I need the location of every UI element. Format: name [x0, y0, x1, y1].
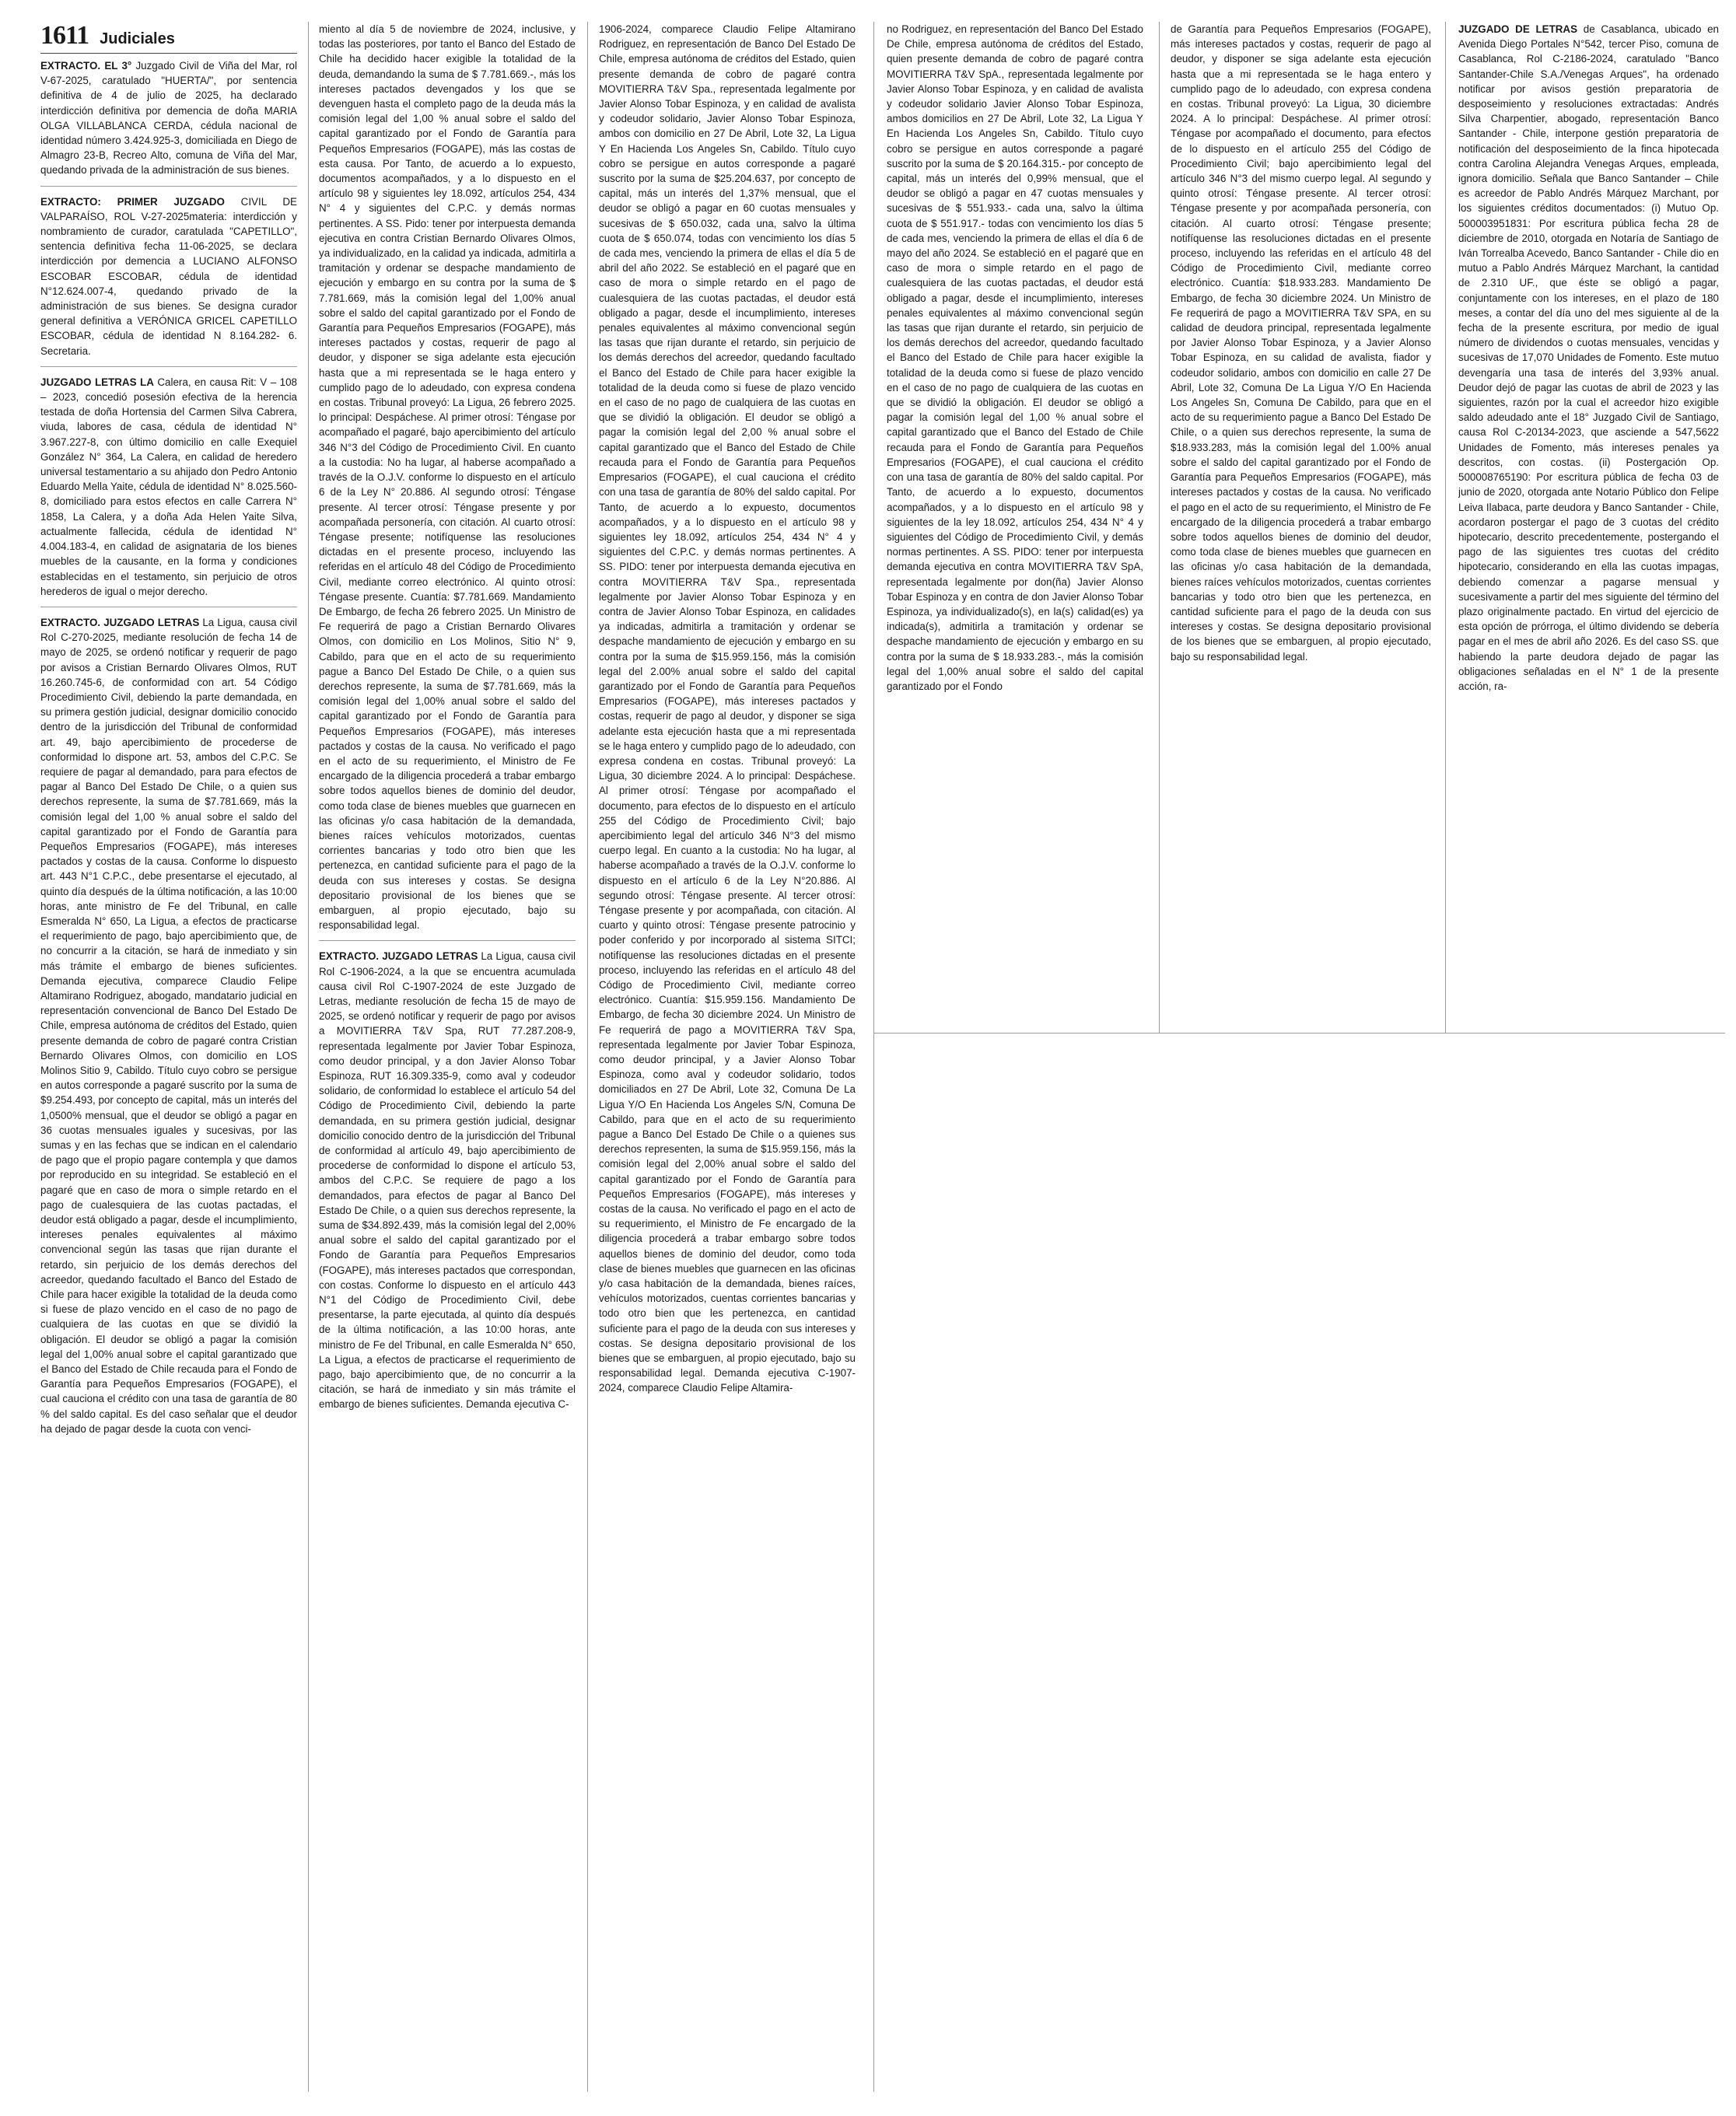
- column-4: [887, 22, 1143, 694]
- notice-body: La Ligua, causa civil Rol C-1906-2024, a la que se encuentra acumulada causa civil Rol C-1907-2024 de este Juzgado de Letras, mediante resolución de fecha 15 de mayo de 2025, se ordenó notificar y requerir de pago por avisos a MOVITIERRA T&V Spa, RUT 77.287.208-9, representada legalmente por Javier Tobar Espinoza, como deudor principal, y a don Javier Alonso Tobar Espinoza, RUT 16.309.335-9, como aval y codeudor solidario, de conformidad lo establece el artículo 54 del Código de Procedimiento Civil, debiendo la parte demandada, en su primera gestión judicial, designar domicilio conocido dentro de la jurisdicción del Tribunal de conformidad al artículo 49, bajo apercibimiento de procederse de conformidad lo dispone el artículo 53, ambos del C.P.C. Se requiere de pago a los demandados, para efectos de pagar al Banco Del Estado De Chile, o a quien sus derechos represente, la suma de $34.892.439, más la comisión legal del 2,00% anual sobre el saldo del capital garantizado por el Fondo de Garantía para Pequeños Empresarios (FOGAPE), más intereses pactados que correspondan, con costas. Conforme lo dispuesto en el artículo 443 N°1 del Código de Procedimiento Civil, debe presentarse, la parte ejecutada, al quinto día después de la última notificación, a las 10:00 horas, ante ministro de Fe del Tribunal, en calle Esmeralda N° 650, La Ligua, a efectos de practicarse el requerimiento de pago, bajo apercibimiento que, de no concurrir a la citación, se hará de inmediato y sin más trámite el embargo de bienes suficientes. Demanda ejecutiva C-: [319, 950, 576, 1411]
- notice-body: de Casablanca, ubicado en Avenida Diego Portales N°542, tercer Piso, comuna de Casablanca, Rol C-2186-2024, caratulado "Banco Santander-Chile S.A./Venegas Arques", ha ordenado notificar por avisos gestión preparatoria de desposeimiento y resoluciones extractadas: Andrés Silva Charpentier, abogado, representación Banco Santander - Chile, interpone gestión preparatoria de notificación del desposeimiento de la finca hipotecada contra Carolina Alejandra Venegas Arques, empleada, ignora domicilio. Señala que Banco Santander – Chile es acreedor de Pablo Andrés Márquez Marchant, por los siguientes créditos documentados: (i) Mutuo Op. 500003951831: Por escritura pública fecha 28 de diciembre de 2010, otorgada en Notaría de Santiago de Iván Torrealba Acevedo, Banco Santander - Chile dio en mutuo a Pablo Andrés Márquez Marchant, la cantidad de 2.310 UF., que éste se obligó a pagar, conjuntamente con los intereses, en el plazo de 180 meses, a contar del día uno del mes siguiente al de la fecha de la presente escritura, por medio de igual número de dividendos o cuotas mensuales, vencidas y sucesivas de 17,070 Unidades de Fomento. Este mutuo devengaría una tasa de interés del 3,93% anual. Deudor dejó de pagar las cuotas de abril de 2023 y las siguientes, razón por la cual el acreedor hizo exigible saldo adeudado ante el 18° Juzgado Civil de Santiago, causa Rol C-20134-2023, que asciende a 547,5622 Unidades de Fomento, más intereses penales ya descritos, con costas. (ii) Postergación Op. 500008765190: Por escritura pública de fecha 03 de junio de 2020, otorgada ante Notario Público don Felipe Leiva Ilabaca, parte deudora y Banco Santander - Chile, acordaron postergar el pago de 3 cuotas del crédito hipotecario, descrito precedentemente, postergando el pago de las siguientes tres cuotas del crédito hipotecario, considerando en ella las cuotas impagas, debiendo comenzar a pagarse mensual y sucesivamente a partir del mes siguiente del término del plazo originalmente pactado. En virtud del ejercicio de esta opción de prórroga, el último dividendo se debería pagar en el mes de abril año 2026. Es del caso SS. que habiendo la parte deudora dejado de pagar las obligaciones señaladas en el N° 1 de la presente acción, ra-: [1458, 23, 1719, 692]
- notice: [40, 186, 297, 358]
- page-number: 1611: [40, 22, 89, 50]
- notice: [1458, 22, 1719, 694]
- notice-heading: EXTRACTO. JUZGADO LETRAS: [319, 950, 478, 963]
- column-1: [40, 22, 297, 1436]
- notice: [887, 22, 1143, 694]
- notice-body: no Rodriguez, en representación del Banco Del Estado De Chile, empresa autónoma de créditos del Estado, quien presente demanda de cobro de pagaré contra MOVITIERRA T&V SpA., representada legalmente por Javier Alonso Tobar Espinoza, y en calidad de avalista y codeudor solidario Javier Alonso Tobar Espinoza, ambos domicilios en 27 De Abril, Lote 32, La Ligua Y En Hacienda Los Angeles Sn, Cabildo. Título cuyo cobro se persigue en autos corresponde a pagaré suscrito por la suma de $ 20.164.315.- por concepto de capital, más un interés del 0,99% mensual, que el deudor se obligó a pagar en 47 cuotas mensuales y sucesivas de $ 551.933.- cada una, salvo la última cuota de $ 551.917.- todas con vencimiento los días 5 de cada mes, venciendo la primera de ellas el día 6 de mayo del año 2024. Se estableció en el pagaré que en caso de mora o simple retardo en el pago de cualesquiera de las cuotas pactadas, el deudor está obligado a pagar, desde el incumplimiento, intereses penales equivalentes al máximo convencional según las tasas que rijan durante el retardo, sin perjuicio de los demás derechos del acreedor, quedando facultado el Banco del Estado de Chile para hacer exigible la totalidad de la deuda como si fuese de plazo vencido en el caso de no pago de cualquiera de las cuotas en que se dividió la obligación. El deudor se obligó a pagar la comisión legal del 1,00 % anual sobre el capital garantizado que el Banco del Estado de Chile recauda para el Fondo de Garantía para Pequeños Empresarios (FOGAPE), el cual cauciona el crédito con una tasa de garantía de 80% del saldo capital. Por Tanto, de acuerdo a lo expuesto, documentos acompañados, y a lo dispuesto en el artículo 98 y siguientes de la ley 18.092, artículos 254, 434 N° 4 y siguientes del Código de Procedimiento Civil, y demás normas pertinentes. A SS. PIDO: tener por interpuesta demanda ejecutiva en contra MOVITIERRA T&V SpA, representada legalmente por don(ña) Javier Alonso Tobar Espinoza y en contra de don Javier Alonso Tobar Espinoza, ya individualizado(s), en la(s) calidad(es) ya indicada(s), admitirla a tramitación y ordenar se despache mandamiento de ejecución y embargo en su contra por la suma de $ 18.933.283.-, más la comisión legal del 1,00% anual sobre el saldo del capital garantizado por el Fondo: [887, 23, 1143, 692]
- column-rule: [1159, 22, 1160, 1033]
- notice: [319, 940, 576, 1411]
- notice: [319, 22, 576, 932]
- notice-body: 1906-2024, comparece Claudio Felipe Altamirano Rodriguez, en representación de Banco Del Estado De Chile, empresa autónoma de créditos del Estado, quien presente demanda de cobro de pagaré contra MOVITIERRA T&V Spa., representada legalmente por Javier Alonso Tobar Espinoza, y en calidad de avalista y codeudor solidario, Javier Alonso Tobar Espinoza, ambos con domicilio en 27 De Abril, Lote 32, La Ligua Y En Hacienda Los Angeles Sn, Cabildo. Título cuyo cobro se persigue en autos corresponde a pagaré suscrito por la suma de $25.204.637, por concepto de capital, más un interés del 1,37% mensual, que el deudor se obligó a pagar en 60 cuotas mensuales y sucesivas de $ 650.032, cada una, salvo la última cuota de $ 650.074, todas con vencimiento los días 5 de cada mes, venciendo la primera de ellas el día 5 de abril del año 2022. Se estableció en el pagaré que en caso de mora o simple retardo en el pago de cualesquiera de las cuotas pactadas, el deudor está obligado a pagar, desde el incumplimiento, intereses penales equivalentes al máximo convencional según las tasas que rijan durante el retardo, sin perjuicio de los demás derechos del acreedor, quedando facultado el Banco del Estado de Chile para hacer exigible la totalidad de la deuda como si fuese de plazo vencido en el caso de no pago de cualquiera de las cuotas en que se dividió la obligación. El deudor se obligó a pagar la comisión legal del 2,00 % anual sobre el capital garantizado que el Banco del Estado de Chile recauda para el Fondo de Garantía para Pequeños Empresarios (FOGAPE), el cual cauciona el crédito con una tasa de garantía de 80% del saldo capital. Por Tanto, de acuerdo a lo expuesto, documentos acompañados, y a lo dispuesto en el artículo 98 y siguientes ley 18.092, artículos 254, 434 N° 4 y siguientes del C.P.C. y demás normas pertinentes. A SS. PIDO: tener por interpuesta demanda ejecutiva en contra MOVITIERRA T&V Spa., representada legalmente por Javier Alonso Tobar Espinoza y en contra de Javier Alonso Tobar Espinoza, en calidades ya indicadas, admitirla a tramitación y ordenar se despache mandamiento de ejecución y embargo en su contra por la suma de $15.959.156, más la comisión legal del 2.00% anual sobre el saldo del capital garantizado por el Fondo de Garantía para Pequeños Empresarios (FOGAPE), más intereses pactados y costas, requerir de pago al deudor, y disponer se siga adelante esta ejecución hasta que a mi representada se le haga entero y cumplido pago de lo adeudado, con expresa condena en costas. Tribunal proveyó: La Ligua, 30 diciembre 2024. A lo principal: Despáchese. Al primer otrosí: Téngase por acompañado el documento, para efectos de lo dispuesto en el artículo 255 del Código de Procedimiento Civil; bajo apercibimiento legal del artículo 346 N°3 del mismo cuerpo legal. En cuanto a la custodia: No ha lugar, al haberse acompañado a través de la O.J.V. conforme lo dispuesto en el artículo 6 de la Ley N°20.886. Al segundo otrosí: Téngase presente. Al tercer otrosí: Téngase presente y por acompañada, con citación. Al cuarto y quinto otrosí: Téngase presente patrocinio y poder conferido y por incorporado al sistema SITCI; notifíquense las resoluciones dictadas en el presente proceso, incluyendo las referidas en el artículo 48 del Código de Procedimiento Civil, mediante correo electrónico. Cuantía: $15.959.156. Mandamiento De Embargo, de fecha 30 diciembre 2024. Un Ministro de Fe requerirá de pago a MOVITIERRA T&V Spa, representada legalmente por Javier Tobar Espinoza, como deudor principal, y a Javier Alonso Tobar Espinoza, como aval y codeudor solidario, todos domiciliados en 27 De Abril, Lote 32, Comuna De La Ligua Y/O En Hacienda Los Angeles S/N, Comuna De Cabildo, para que en el acto de su requerimiento pague a Banco Del Estado De Chile o a quienes sus derechos representen, la suma de $15.959.156, más la comisión legal del 2,00% anual sobre el saldo del capital garantizado por el Fondo de Garantía para Pequeños Empresarios (FOGAPE), más intereses y costas de la causa. No verificado el pago en el acto de su requerimiento, el Ministro de Fe encargado de la diligencia procederá a trabar embargo sobre todos aquellos bienes de dominio del deudor, como toda clase de bienes muebles que guarnecen en las oficinas y/o casa habitación de la demandada, bienes raíces, vehículos motorizados, cuentas corrientes bancarias y todo otro bien que les pertenezca, en cantidad suficiente para el pago de la deuda con sus intereses y costas. Se designa depositario provisional de los bienes que se embarguen, al propio ejecutado, bajo su responsabilidad legal. Demanda ejecutiva C-1907-2024, comparece Claudio Felipe Altamira-: [599, 23, 856, 1394]
- notice: [40, 366, 297, 599]
- column-rule: [873, 22, 874, 2092]
- notice: [1171, 22, 1431, 664]
- notice-body: miento al día 5 de noviembre de 2024, inclusive, y todas las posteriores, por tanto el Banco del Estado de Chile ha decidido hacer exigible la totalidad de la deuda, demandando la suma de $ 7.781.669.-, más los intereses pactados devengados y los que se devenguen hasta el completo pago de la deuda más la comisión legal del 1,00 % anual sobre el saldo del capital garantizado por el Fondo de Garantía para Pequeños Empresarios (FOGAPE), más las costas de esta causa. Por Tanto, de acuerdo a lo expuesto, documentos acompañados, y a lo dispuesto en el artículo 98 y siguientes ley 18.092, artículos 254, 434 N° 4 y siguientes del C.P.C. y demás normas pertinentes. A SS. Pido: tener por interpuesta demanda ejecutiva en contra Cristian Bernardo Olivares Olmos, ya individualizado, en la calidad ya indicada, admitirla a tramitación y ordenar se despache mandamiento de ejecución y embargo en su contra por la suma de $ 7.781.669, más la comisión legal del 1,00% anual sobre el saldo del capital garantizado por el Fondo de Garantía para Pequeños Empresarios (FOGAPE), más intereses pactados y costas, requerir de pago al deudor, y disponer se siga adelante esta ejecución hasta que a mi representada se le haga entero y cumplido pago de lo adeudado, con expresa condena en costas. Tribunal proveyó: La Ligua, 26 febrero 2025. lo principal: Despáchese. Al primer otrosí: Téngase por acompañado el pagaré, bajo apercibimiento del artículo 346 N°3 del Código de Procedimiento Civil. En cuanto a la custodia: No ha lugar, al haberse acompañado a través de la O.J.V. conforme lo dispuesto en el artículo 6 de la Ley N° 20.886. Al segundo otrosí: Téngase presente. Al tercer otrosí: Téngase presente y por acompañada personería, con citación. Al cuarto otrosí: Téngase presente; notifíquense las resoluciones dictadas en el presente proceso, incluyendo las referidas en el artículo 48 del Código de Procedimiento Civil, mediante correo electrónico. Al quinto otrosí: Téngase presente. Cuantía: $7.781.669. Mandamiento De Embargo, de fecha 26 febrero 2025. Un Ministro de Fe requerirá de pago a Cristian Bernardo Olivares Olmos, con domicilio en Los Molinos, Sitio N° 9, Cabildo, para que en el acto de su requerimiento pague a Banco Del Estado De Chile, o a quien sus derechos represente, la suma de $7.781.669, más la comisión legal del 1,00% anual sobre el saldo del capital garantizado por el Fondo de Garantía para Pequeños Empresarios (FOGAPE), más intereses pactados y costas de la causa. No verificado el pago en el acto de su requerimiento, el Ministro de Fe encargado de la diligencia procederá a trabar embargo sobre todos aquellos bienes de dominio del deudor, como toda clase de bienes muebles que guarnecen en las oficinas y/o casa habitación de la demandada, bienes raíces vehículos motorizados, cuentas corrientes bancarias y todo otro bien que les pertenezca, en cantidad suficiente para el pago de la deuda con sus intereses y costas. Se designa depositario provisional de los bienes que se embarguen, al propio ejecutado, bajo su responsabilidad legal.: [319, 23, 576, 932]
- notice-body: La Ligua, causa civil Rol C-270-2025, mediante resolución de fecha 14 de mayo de 2025, se ordenó notificar y requerir de pago por avisos a Cristian Bernardo Olivares Olmos, RUT 16.260.745-6, de conformidad con art. 54 Código Procedimiento Civil, debiendo la parte demandada, en su primera gestión judicial, designar domicilio conocido dentro de la jurisdicción del Tribunal de conformidad art. 49, bajo apercibimiento de procederse de conformidad lo dispone art. 53, ambos del C.P.C. Se requiere de pagar al demandado, para para efectos de pagar al Banco Del Estado De Chile, o a quien sus derechos represente, la suma de $7.781.669, más la comisión legal del 1,00 % anual sobre el saldo del capital garantizado por el Fondo de Garantía para Pequeños Empresarios (FOGAPE), más intereses pactados y costas de la causa. Conforme lo dispuesto art. 443 N°1 C.P.C., debe presentarse el ejecutado, al quinto día después de la última notificación, a las 10:00 horas, ante ministro de Fe del Tribunal, en calle Esmeralda N° 650, La Ligua, a efectos de practicarse el requerimiento de pago, bajo apercibimiento que, de no concurrir a la citación, se hará de inmediato y sin más trámite el embargo de bienes suficientes. Demanda ejecutiva, comparece Claudio Felipe Altamirano Rodriguez, abogado, mandatario judicial en representación convencional de Banco Del Estado De Chile, empresa autónoma de créditos del Estado, quien presente demanda de cobro de pagaré contra Cristian Bernardo Olivares Olmos, con domicilio en LOS Molinos Sitio 9, Cabildo. Título cuyo cobro se persigue en autos corresponde a pagaré suscrito por la suma de $9.254.493, por concepto de capital, más un interés del 1,0500% mensual, que el deudor se obligó a pagar en 36 cuotas mensuales iguales y sucesivas, por las sumas y en las fechas que se indican en el calendario de pago que el propio pagare contempla y que damos por reproducido en su integridad. Se estableció en el pagaré que en caso de mora o simple retardo en el pago de cualesquiera de las cuotas pactadas, el deudor está obligado a pagar, desde el incumplimiento, intereses penales equivalentes al máximo convencional según las tasas que rijan durante el retardo, sin perjuicio de los demás derechos del acreedor, quedando facultado el Banco del Estado de Chile para hacer exigible la totalidad de la deuda como si fuese de plazo vencido en el caso de no pago de cualquiera de las cuotas en que se dividió la obligación. El deudor se obligó a pagar la comisión legal del 1,00% anual sobre el capital garantizado que el Banco del Estado de Chile recauda para el Fondo de Garantía para Pequeños Empresarios (FOGAPE), el cual cauciona el crédito con una tasa de garantía de 80 % del saldo capital. Es del caso señalar que el deudor ha dejado de pagar desde la cuota con venci-: [40, 616, 297, 1435]
- section-title: Judiciales: [100, 30, 175, 47]
- column-rule: [1445, 22, 1446, 1033]
- notice-body: de Garantía para Pequeños Empresarios (FOGAPE), más intereses pactados y costas, requerir de pago al deudor, y disponer se siga adelante esta ejecución hasta que a mi representada se le haga entero y cumplido pago de lo adeudado, con expresa condena en costas. Tribunal proveyó: La Ligua, 30 diciembre 2024. A lo principal: Despáchese. Al primer otrosí: Téngase por acompañado el documento, para efectos de lo dispuesto en el artículo 255 del Código de Procedimiento Civil; bajo apercibimiento legal del artículo 346 N°3 del mismo cuerpo legal. Al segundo y quinto otrosí: Téngase presente. Al tercer otrosí: Téngase presente y por acompañada personería, con citación. Al cuarto otrosí: Téngase presente; notifíquense las resoluciones dictadas en el presente proceso, incluyendo las referidas en el artículo 48 del Código de Procedimiento Civil, mediante correo electrónico. Cuantía: $18.933.283. Mandamiento De Embargo, de fecha 30 diciembre 2024. Un Ministro de Fe requerirá de pago a MOVITIERRA T&V SPA, en su calidad de deudora principal, representada legalmente por Javier Alonso Tobar Espinoza, y a Javier Alonso Tobar Espinoza, en su calidad de avalista, fiador y codeudor solidario, ambos con domicilio en calle 27 De Abril, Lote 32, Comuna De La Ligua Y/O En Hacienda Los Angeles Sn, Comuna De Cabildo, para que en el acto de su requerimiento pague a Banco Del Estado De Chile, o a quien sus derechos represente, la suma de $18.933.283, más la comisión legal del 1.00% anual sobre el saldo del capital garantizado por el Fondo de Garantía para Pequeños Empresarios (FOGAPE), más intereses pactados y costas de la causa. No verificado el pago en el acto de su requerimiento, el Ministro de Fe encargado de la diligencia procederá a trabar embargo sobre todos aquellos bienes de dominio del deudor, como toda clase de bienes muebles que guarnecen en las oficinas y/o casa habitación de la demandada, bienes raíces vehículos motorizados, cuentas corrientes bancarias y todo otro bien que les pertenezca, en cantidad suficiente para el pago de la deuda con sus intereses y costas. Se designa depositario provisional de los bienes que se embarguen, al propio ejecutado, bajo su responsabilidad legal.: [1171, 23, 1431, 663]
- notice: [599, 22, 856, 1396]
- column-rule: [587, 22, 588, 2092]
- bottom-rule: [873, 1033, 1725, 1034]
- column-2: [319, 22, 576, 1412]
- notice: [40, 58, 297, 178]
- column-6: [1458, 22, 1719, 694]
- notice-heading: JUZGADO LETRAS LA: [40, 376, 154, 388]
- column-3: [599, 22, 856, 1396]
- notice: [40, 607, 297, 1436]
- column-5: [1171, 22, 1431, 664]
- notice-heading: EXTRACTO. JUZGADO LETRAS: [40, 616, 200, 628]
- notice-heading: EXTRACTO. EL 3°: [40, 60, 132, 72]
- column-rule: [308, 22, 309, 2092]
- page-header: [40, 22, 297, 54]
- notice-body: Juzgado Civil de Viña del Mar, rol V-67-2025, caratulado "HUERTA/", por sentencia definitiva de 4 de julio de 2025, ha declarado interdicción definitiva por demencia de doña MARIA OLGA VILLABLANCA CERDA, cédula nacional de identidad número 3.424.925-3, domiciliada en Diego de Almagro 23-B, Recreo Alto, comuna de Viña del Mar, quedando privada de la administración de sus bienes.: [40, 60, 297, 177]
- notice-body: Calera, en causa Rit: V – 108 – 2023, concedió posesión efectiva de la herencia testada de doña Hortensia del Carmen Silva Cabrera, viuda, labores de casa, cédula de identidad N° 3.967.227-8, con último domicilio en calle Exequiel González N° 364, La Calera, en calidad de heredero universal testamentario a su ahijado don Pedro Antonio Eduardo Mella Yaite, cédula de identidad N° 8.025.560-8, domiciliado para estos efectos en calle Carrera N° 1858, La Calera, y a doña Ada Helen Yaite Silva, actualmente fallecida, cédula de identidad N° 4.004.183-4, en calidad de asignataria de los bienes muebles de la causante, en la forma y condiciones establecidas en el testamento, sin perjuicio de otros herederos de igual o mejor derecho.: [40, 376, 297, 597]
- notice-heading: EXTRACTO: PRIMER JUZGADO: [40, 195, 225, 208]
- notice-body: CIVIL DE VALPARAÍSO, ROL V-27-2025materia: interdicción y nombramiento de curador, caratulada "CAPETILLO", sentencia definitiva fecha 11-06-2025, se declara interdicción por demencia a LUCIANO ALFONSO ESCOBAR ESCOBAR, cédula de identidad N°12.624.007-4, quedando privado de la administración de sus bienes. Se designa curador general definitiva a VERÓNICA GRICEL CAPETILLO ESCOBAR, cédula de identidad N 8.164.282- 6. Secretaria.: [40, 195, 297, 357]
- notice-heading: JUZGADO DE LETRAS: [1458, 23, 1578, 35]
